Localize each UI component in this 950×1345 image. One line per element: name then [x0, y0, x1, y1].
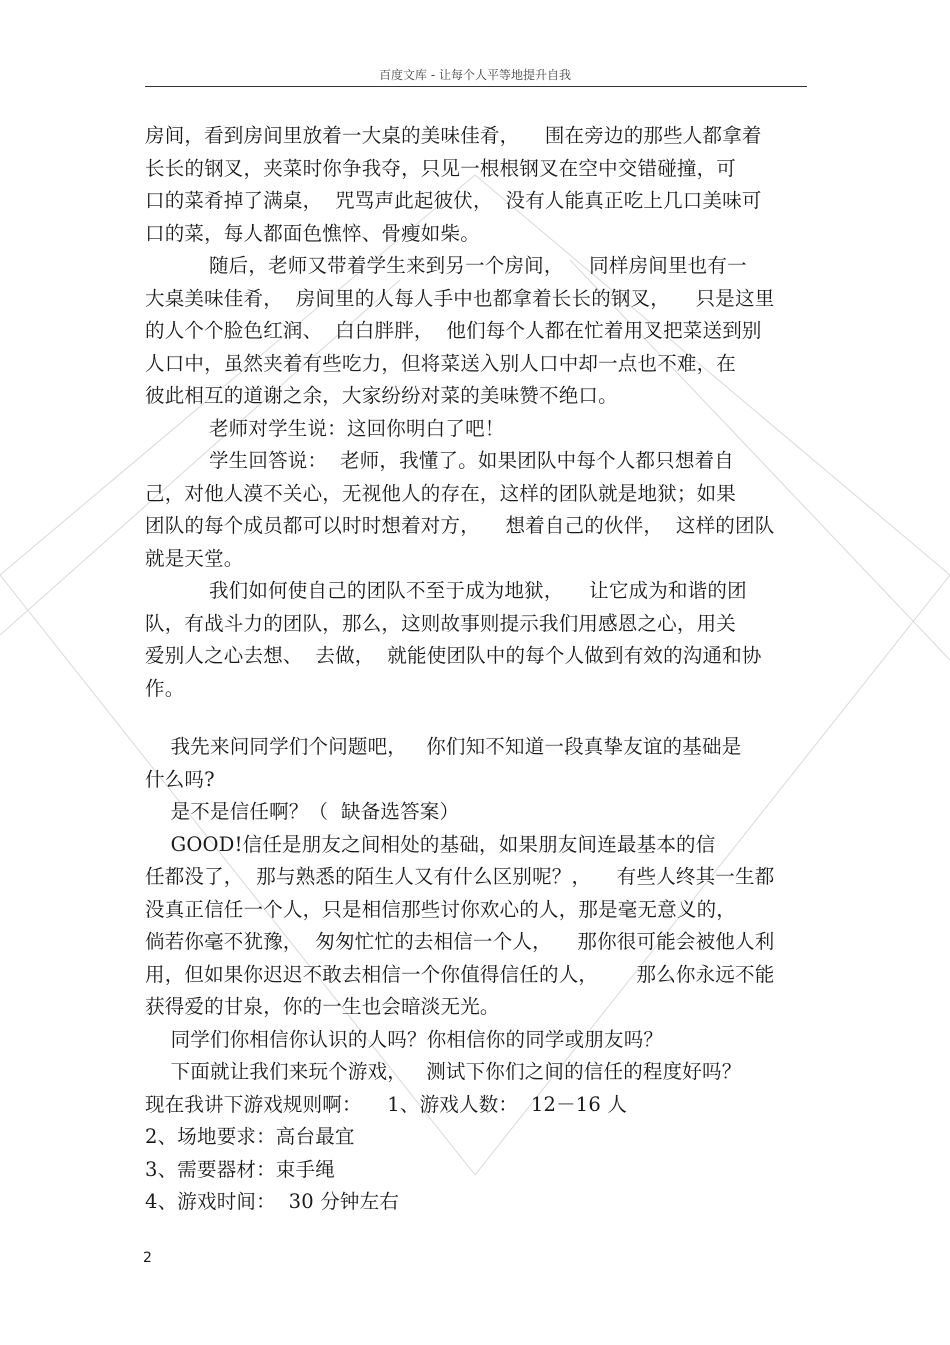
text-line: 随后，老师又带着学生来到另一个房间， 同样房间里也有一	[145, 254, 747, 277]
text-line: GOOD!信任是朋友之间相处的基础，如果朋友间连最基本的信	[145, 832, 716, 856]
page-header: 百度文库 - 让每个人平等地提升自我	[379, 68, 571, 82]
text-line: 老师对学生说：这回你明白了吧！	[145, 416, 505, 440]
text-line: 口的菜，每人都面色憔悴、骨瘦如柴。	[145, 221, 480, 245]
text-line: 没真正信任一个人，只是相信那些讨你欢心的人，那是毫无意义的，	[145, 897, 737, 921]
text-line: 人口中，虽然夹着有些吃力，但将菜送入别人口中却一点也不难，在	[145, 351, 737, 375]
text-line: 2、场地要求：高台最宜	[145, 1125, 355, 1148]
page-number: 2	[143, 1250, 152, 1266]
text-line: 爱别人之心去想、 去做， 就能使团队中的每个人做到有效的沟通和协	[145, 644, 762, 667]
text-line: 房间，看到房间里放着一大桌的美味佳肴， 围在旁边的那些人都拿着	[145, 124, 762, 147]
text-line: 的人个个脸色红润、 白白胖胖， 他们每个人都在忙着用叉把菜送到别	[145, 319, 762, 342]
text-line: 什么吗?	[145, 767, 215, 791]
text-line: 我们如何使自己的团队不至于成为地狱， 让它成为和谐的团	[145, 579, 747, 602]
header-divider	[145, 86, 807, 87]
text-line: 4、游戏时间： 30 分钟左右	[145, 1190, 400, 1213]
text-line: 任都没了， 那与熟悉的陌生人又有什么区别呢？， 有些人终其一生都	[145, 865, 775, 888]
text-line: 大桌美味佳肴， 房间里的人每人手中也都拿着长长的钢叉， 只是这里	[145, 286, 775, 310]
text-line: 倘若你毫不犹豫， 匆匆忙忙的去相信一个人， 那你很可能会被他人利	[145, 930, 775, 953]
text-line: 长长的钢叉，夹菜时你争我夺，只见一根根钢叉在空中交错碰撞，可	[145, 156, 737, 180]
text-line: 我先来问同学们个问题吧， 你们知不知道一段真挚友谊的基础是	[145, 735, 742, 758]
text-line: 是不是信任啊？（ 缺备选答案）	[145, 800, 460, 823]
text-line: 同学们你相信你认识的人吗？你相信你的同学或朋友吗？	[145, 1027, 664, 1051]
text-line: 下面就让我们来玩个游戏， 测试下你们之间的信任的程度好吗？	[145, 1060, 742, 1083]
text-line: 口的菜肴掉了满桌， 咒骂声此起彼伏， 没有人能真正吃上几口美味可	[145, 189, 762, 212]
text-line: 就是天堂。	[145, 546, 244, 570]
text-line: 用，但如果你迟迟不敢去相信一个你值得信任的人， 那么你永远不能	[145, 962, 775, 986]
document-body	[145, 120, 810, 1219]
text-line: 现在我讲下游戏规则啊： 1、游戏人数： 12－16 人	[145, 1092, 628, 1116]
text-line: 作。	[145, 676, 185, 700]
text-line: 彼此相互的道谢之余，大家纷纷对菜的美味赞不绝口。	[145, 384, 618, 407]
text-line: 团队的每个成员都可以时时想着对方， 想着自己的伙伴， 这样的团队	[145, 514, 775, 537]
text-line: 获得爱的甘泉，你的一生也会暗淡无光。	[145, 995, 500, 1018]
text-line: 学生回答说： 老师，我懂了。如果团队中每个人都只想着自	[145, 449, 734, 472]
text-line: 3、需要器材：束手绳	[145, 1157, 335, 1181]
text-line: 己，对他人漠不关心，无视他人的存在，这样的团队就是地狱；如果	[145, 481, 737, 505]
text-line: 队，有战斗力的团队，那么，这则故事则提示我们用感恩之心，用关	[145, 611, 737, 635]
